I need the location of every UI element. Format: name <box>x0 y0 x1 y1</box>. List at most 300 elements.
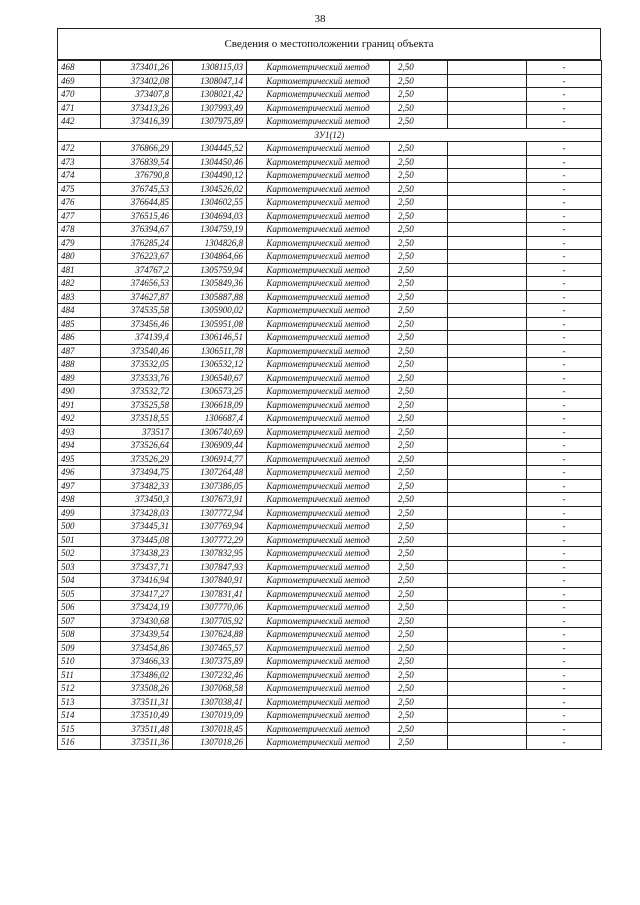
table-row <box>58 547 602 561</box>
method-cell: Картометрический метод <box>247 412 390 426</box>
method-cell: Картометрический метод <box>247 61 390 75</box>
table-row <box>58 331 602 345</box>
table-row <box>58 641 602 655</box>
table-row <box>58 317 602 331</box>
dash-cell: - <box>527 142 602 156</box>
point-number-cell: 477 <box>58 209 101 223</box>
empty-cell <box>448 236 527 250</box>
dash-cell: - <box>527 385 602 399</box>
table-row <box>58 236 602 250</box>
table-row <box>58 452 602 466</box>
accuracy-cell: 2,50 <box>390 155 448 169</box>
empty-cell <box>448 317 527 331</box>
y-coordinate-cell: 1307832,95 <box>173 547 247 561</box>
y-coordinate-cell: 1307831,41 <box>173 587 247 601</box>
method-cell: Картометрический метод <box>247 142 390 156</box>
accuracy-cell: 2,50 <box>390 236 448 250</box>
dash-cell: - <box>527 439 602 453</box>
table-row <box>58 250 602 264</box>
x-coordinate-cell: 373416,39 <box>101 115 173 129</box>
method-cell: Картометрический метод <box>247 317 390 331</box>
method-cell: Картометрический метод <box>247 236 390 250</box>
dash-cell: - <box>527 709 602 723</box>
accuracy-cell: 2,50 <box>390 722 448 736</box>
y-coordinate-cell: 1306909,44 <box>173 439 247 453</box>
point-number-cell: 442 <box>58 115 101 129</box>
dash-cell: - <box>527 331 602 345</box>
x-coordinate-cell: 374627,87 <box>101 290 173 304</box>
dash-cell: - <box>527 574 602 588</box>
table-row <box>58 614 602 628</box>
accuracy-cell: 2,50 <box>390 263 448 277</box>
dash-cell: - <box>527 479 602 493</box>
method-cell: Картометрический метод <box>247 263 390 277</box>
point-number-cell: 495 <box>58 452 101 466</box>
method-cell: Картометрический метод <box>247 223 390 237</box>
method-cell: Картометрический метод <box>247 425 390 439</box>
x-coordinate-cell: 373518,55 <box>101 412 173 426</box>
empty-cell <box>448 533 527 547</box>
empty-cell <box>448 560 527 574</box>
x-coordinate-cell: 373454,86 <box>101 641 173 655</box>
accuracy-cell: 2,50 <box>390 574 448 588</box>
y-coordinate-cell: 1305849,36 <box>173 277 247 291</box>
dash-cell: - <box>527 223 602 237</box>
x-coordinate-cell: 373532,05 <box>101 358 173 372</box>
y-coordinate-cell: 1304694,03 <box>173 209 247 223</box>
y-coordinate-cell: 1305951,08 <box>173 317 247 331</box>
method-cell: Картометрический метод <box>247 439 390 453</box>
method-cell: Картометрический метод <box>247 722 390 736</box>
dash-cell: - <box>527 601 602 615</box>
table-row <box>58 682 602 696</box>
table-row <box>58 290 602 304</box>
x-coordinate-cell: 376223,67 <box>101 250 173 264</box>
dash-cell: - <box>527 317 602 331</box>
point-number-cell: 482 <box>58 277 101 291</box>
empty-cell <box>448 587 527 601</box>
method-cell: Картометрический метод <box>247 88 390 102</box>
section-label: ЗУ1(12) <box>58 128 602 142</box>
dash-cell: - <box>527 682 602 696</box>
accuracy-cell: 2,50 <box>390 479 448 493</box>
x-coordinate-cell: 373494,75 <box>101 466 173 480</box>
point-number-cell: 502 <box>58 547 101 561</box>
x-coordinate-cell: 374656,53 <box>101 277 173 291</box>
accuracy-cell: 2,50 <box>390 520 448 534</box>
x-coordinate-cell: 373533,76 <box>101 371 173 385</box>
point-number-cell: 497 <box>58 479 101 493</box>
x-coordinate-cell: 373407,8 <box>101 88 173 102</box>
y-coordinate-cell: 1307847,93 <box>173 560 247 574</box>
method-cell: Картометрический метод <box>247 358 390 372</box>
dash-cell: - <box>527 61 602 75</box>
point-number-cell: 471 <box>58 101 101 115</box>
x-coordinate-cell: 376839,54 <box>101 155 173 169</box>
y-coordinate-cell: 1307975,89 <box>173 115 247 129</box>
point-number-cell: 472 <box>58 142 101 156</box>
x-coordinate-cell: 373510,49 <box>101 709 173 723</box>
x-coordinate-cell: 373466,33 <box>101 655 173 669</box>
empty-cell <box>448 695 527 709</box>
empty-cell <box>448 182 527 196</box>
point-number-cell: 485 <box>58 317 101 331</box>
y-coordinate-cell: 1305900,02 <box>173 304 247 318</box>
table-row <box>58 344 602 358</box>
table-row <box>58 560 602 574</box>
empty-cell <box>448 493 527 507</box>
dash-cell: - <box>527 169 602 183</box>
accuracy-cell: 2,50 <box>390 344 448 358</box>
y-coordinate-cell: 1306687,4 <box>173 412 247 426</box>
x-coordinate-cell: 373437,71 <box>101 560 173 574</box>
y-coordinate-cell: 1304450,46 <box>173 155 247 169</box>
empty-cell <box>448 614 527 628</box>
empty-cell <box>448 155 527 169</box>
method-cell: Картометрический метод <box>247 466 390 480</box>
method-cell: Картометрический метод <box>247 493 390 507</box>
method-cell: Картометрический метод <box>247 560 390 574</box>
point-number-cell: 509 <box>58 641 101 655</box>
method-cell: Картометрический метод <box>247 533 390 547</box>
empty-cell <box>448 439 527 453</box>
point-number-cell: 483 <box>58 290 101 304</box>
x-coordinate-cell: 374139,4 <box>101 331 173 345</box>
accuracy-cell: 2,50 <box>390 277 448 291</box>
empty-cell <box>448 412 527 426</box>
dash-cell: - <box>527 722 602 736</box>
method-cell: Картометрический метод <box>247 304 390 318</box>
y-coordinate-cell: 1306573,25 <box>173 385 247 399</box>
point-number-cell: 488 <box>58 358 101 372</box>
dash-cell: - <box>527 493 602 507</box>
accuracy-cell: 2,50 <box>390 223 448 237</box>
empty-cell <box>448 358 527 372</box>
empty-cell <box>448 520 527 534</box>
x-coordinate-cell: 373508,26 <box>101 682 173 696</box>
y-coordinate-cell: 1306914,77 <box>173 452 247 466</box>
method-cell: Картометрический метод <box>247 331 390 345</box>
accuracy-cell: 2,50 <box>390 425 448 439</box>
method-cell: Картометрический метод <box>247 628 390 642</box>
accuracy-cell: 2,50 <box>390 290 448 304</box>
method-cell: Картометрический метод <box>247 601 390 615</box>
table-row <box>58 520 602 534</box>
y-coordinate-cell: 1307232,46 <box>173 668 247 682</box>
method-cell: Картометрический метод <box>247 398 390 412</box>
empty-cell <box>448 196 527 210</box>
x-coordinate-cell: 373445,31 <box>101 520 173 534</box>
table-row <box>58 101 602 115</box>
empty-cell <box>448 668 527 682</box>
table-row <box>58 628 602 642</box>
page-number: 38 <box>314 13 326 25</box>
y-coordinate-cell: 1307019,09 <box>173 709 247 723</box>
empty-cell <box>448 574 527 588</box>
accuracy-cell: 2,50 <box>390 655 448 669</box>
method-cell: Картометрический метод <box>247 506 390 520</box>
y-coordinate-cell: 1306540,67 <box>173 371 247 385</box>
dash-cell: - <box>527 520 602 534</box>
method-cell: Картометрический метод <box>247 101 390 115</box>
point-number-cell: 510 <box>58 655 101 669</box>
x-coordinate-cell: 373430,68 <box>101 614 173 628</box>
dash-cell: - <box>527 533 602 547</box>
accuracy-cell: 2,50 <box>390 358 448 372</box>
x-coordinate-cell: 373526,29 <box>101 452 173 466</box>
table-row <box>58 358 602 372</box>
y-coordinate-cell: 1308021,42 <box>173 88 247 102</box>
table-row <box>58 722 602 736</box>
y-coordinate-cell: 1304526,02 <box>173 182 247 196</box>
point-number-cell: 500 <box>58 520 101 534</box>
y-coordinate-cell: 1306511,78 <box>173 344 247 358</box>
point-number-cell: 468 <box>58 61 101 75</box>
table-row <box>58 196 602 210</box>
x-coordinate-cell: 373456,46 <box>101 317 173 331</box>
method-cell: Картометрический метод <box>247 277 390 291</box>
point-number-cell: 487 <box>58 344 101 358</box>
dash-cell: - <box>527 425 602 439</box>
method-cell: Картометрический метод <box>247 736 390 750</box>
accuracy-cell: 2,50 <box>390 560 448 574</box>
point-number-cell: 476 <box>58 196 101 210</box>
empty-cell <box>448 722 527 736</box>
table-row <box>58 439 602 453</box>
empty-cell <box>448 101 527 115</box>
y-coordinate-cell: 1307465,57 <box>173 641 247 655</box>
accuracy-cell: 2,50 <box>390 88 448 102</box>
y-coordinate-cell: 1305759,94 <box>173 263 247 277</box>
x-coordinate-cell: 373450,3 <box>101 493 173 507</box>
table-row <box>58 574 602 588</box>
point-number-cell: 486 <box>58 331 101 345</box>
accuracy-cell: 2,50 <box>390 304 448 318</box>
accuracy-cell: 2,50 <box>390 196 448 210</box>
y-coordinate-cell: 1307038,41 <box>173 695 247 709</box>
point-number-cell: 494 <box>58 439 101 453</box>
accuracy-cell: 2,50 <box>390 452 448 466</box>
method-cell: Картометрический метод <box>247 182 390 196</box>
x-coordinate-cell: 373428,03 <box>101 506 173 520</box>
x-coordinate-cell: 373417,27 <box>101 587 173 601</box>
dash-cell: - <box>527 74 602 88</box>
table-row <box>58 398 602 412</box>
dash-cell: - <box>527 371 602 385</box>
table-row <box>58 412 602 426</box>
table-row <box>58 142 602 156</box>
table-row <box>58 466 602 480</box>
y-coordinate-cell: 1304490,12 <box>173 169 247 183</box>
method-cell: Картометрический метод <box>247 290 390 304</box>
accuracy-cell: 2,50 <box>390 209 448 223</box>
empty-cell <box>448 115 527 129</box>
empty-cell <box>448 547 527 561</box>
empty-cell <box>448 250 527 264</box>
table-row <box>58 223 602 237</box>
table-row <box>58 115 602 129</box>
method-cell: Картометрический метод <box>247 709 390 723</box>
y-coordinate-cell: 1306740,69 <box>173 425 247 439</box>
dash-cell: - <box>527 560 602 574</box>
empty-cell <box>448 709 527 723</box>
accuracy-cell: 2,50 <box>390 115 448 129</box>
empty-cell <box>448 682 527 696</box>
empty-cell <box>448 344 527 358</box>
accuracy-cell: 2,50 <box>390 668 448 682</box>
empty-cell <box>448 452 527 466</box>
table-row <box>58 736 602 750</box>
y-coordinate-cell: 1307705,92 <box>173 614 247 628</box>
method-cell: Картометрический метод <box>247 169 390 183</box>
method-cell: Картометрический метод <box>247 520 390 534</box>
dash-cell: - <box>527 547 602 561</box>
dash-cell: - <box>527 466 602 480</box>
x-coordinate-cell: 373532,72 <box>101 385 173 399</box>
empty-cell <box>448 277 527 291</box>
x-coordinate-cell: 374535,58 <box>101 304 173 318</box>
x-coordinate-cell: 374767,2 <box>101 263 173 277</box>
table-row <box>58 209 602 223</box>
y-coordinate-cell: 1306618,09 <box>173 398 247 412</box>
accuracy-cell: 2,50 <box>390 614 448 628</box>
point-number-cell: 493 <box>58 425 101 439</box>
method-cell: Картометрический метод <box>247 641 390 655</box>
method-cell: Картометрический метод <box>247 479 390 493</box>
point-number-cell: 496 <box>58 466 101 480</box>
empty-cell <box>448 74 527 88</box>
coordinates-table <box>57 60 602 750</box>
accuracy-cell: 2,50 <box>390 641 448 655</box>
point-number-cell: 478 <box>58 223 101 237</box>
y-coordinate-cell: 1307018,26 <box>173 736 247 750</box>
point-number-cell: 474 <box>58 169 101 183</box>
empty-cell <box>448 641 527 655</box>
x-coordinate-cell: 373540,46 <box>101 344 173 358</box>
accuracy-cell: 2,50 <box>390 506 448 520</box>
dash-cell: - <box>527 115 602 129</box>
point-number-cell: 490 <box>58 385 101 399</box>
coordinates-table-body <box>58 61 602 750</box>
method-cell: Картометрический метод <box>247 682 390 696</box>
table-row <box>58 61 602 75</box>
dash-cell: - <box>527 736 602 750</box>
empty-cell <box>448 466 527 480</box>
dash-cell: - <box>527 398 602 412</box>
table-row <box>58 182 602 196</box>
x-coordinate-cell: 376394,67 <box>101 223 173 237</box>
point-number-cell: 489 <box>58 371 101 385</box>
x-coordinate-cell: 373517 <box>101 425 173 439</box>
x-coordinate-cell: 376515,46 <box>101 209 173 223</box>
x-coordinate-cell: 373416,94 <box>101 574 173 588</box>
x-coordinate-cell: 373526,64 <box>101 439 173 453</box>
method-cell: Картометрический метод <box>247 655 390 669</box>
x-coordinate-cell: 373445,08 <box>101 533 173 547</box>
boundary-sheet <box>57 28 601 750</box>
x-coordinate-cell: 373413,26 <box>101 101 173 115</box>
accuracy-cell: 2,50 <box>390 466 448 480</box>
y-coordinate-cell: 1307018,45 <box>173 722 247 736</box>
x-coordinate-cell: 373402,08 <box>101 74 173 88</box>
table-row <box>58 385 602 399</box>
point-number-cell: 512 <box>58 682 101 696</box>
y-coordinate-cell: 1307840,91 <box>173 574 247 588</box>
method-cell: Картометрический метод <box>247 371 390 385</box>
empty-cell <box>448 506 527 520</box>
y-coordinate-cell: 1304445,52 <box>173 142 247 156</box>
y-coordinate-cell: 1307772,29 <box>173 533 247 547</box>
dash-cell: - <box>527 358 602 372</box>
table-row <box>58 155 602 169</box>
method-cell: Картометрический метод <box>247 209 390 223</box>
y-coordinate-cell: 1307264,48 <box>173 466 247 480</box>
y-coordinate-cell: 1307772,94 <box>173 506 247 520</box>
method-cell: Картометрический метод <box>247 587 390 601</box>
x-coordinate-cell: 373482,33 <box>101 479 173 493</box>
accuracy-cell: 2,50 <box>390 385 448 399</box>
empty-cell <box>448 88 527 102</box>
accuracy-cell: 2,50 <box>390 412 448 426</box>
dash-cell: - <box>527 155 602 169</box>
table-row <box>58 277 602 291</box>
method-cell: Картометрический метод <box>247 547 390 561</box>
y-coordinate-cell: 1306146,51 <box>173 331 247 345</box>
dash-cell: - <box>527 196 602 210</box>
dash-cell: - <box>527 668 602 682</box>
empty-cell <box>448 209 527 223</box>
table-row <box>58 425 602 439</box>
empty-cell <box>448 425 527 439</box>
y-coordinate-cell: 1307769,94 <box>173 520 247 534</box>
x-coordinate-cell: 376644,85 <box>101 196 173 210</box>
empty-cell <box>448 371 527 385</box>
method-cell: Картометрический метод <box>247 344 390 358</box>
y-coordinate-cell: 1306532,12 <box>173 358 247 372</box>
y-coordinate-cell: 1307386,05 <box>173 479 247 493</box>
table-row <box>58 371 602 385</box>
dash-cell: - <box>527 209 602 223</box>
point-number-cell: 499 <box>58 506 101 520</box>
method-cell: Картометрический метод <box>247 155 390 169</box>
dash-cell: - <box>527 506 602 520</box>
table-row <box>58 709 602 723</box>
point-number-cell: 492 <box>58 412 101 426</box>
point-number-cell: 470 <box>58 88 101 102</box>
method-cell: Картометрический метод <box>247 115 390 129</box>
table-row <box>58 263 602 277</box>
method-cell: Картометрический метод <box>247 452 390 466</box>
y-coordinate-cell: 1307375,89 <box>173 655 247 669</box>
point-number-cell: 504 <box>58 574 101 588</box>
accuracy-cell: 2,50 <box>390 101 448 115</box>
point-number-cell: 511 <box>58 668 101 682</box>
dash-cell: - <box>527 655 602 669</box>
method-cell: Картометрический метод <box>247 385 390 399</box>
x-coordinate-cell: 376790,8 <box>101 169 173 183</box>
x-coordinate-cell: 373525,58 <box>101 398 173 412</box>
x-coordinate-cell: 373511,48 <box>101 722 173 736</box>
accuracy-cell: 2,50 <box>390 61 448 75</box>
empty-cell <box>448 263 527 277</box>
table-row <box>58 88 602 102</box>
dash-cell: - <box>527 628 602 642</box>
point-number-cell: 503 <box>58 560 101 574</box>
x-coordinate-cell: 373511,31 <box>101 695 173 709</box>
table-row <box>58 74 602 88</box>
table-row <box>58 655 602 669</box>
dash-cell: - <box>527 290 602 304</box>
